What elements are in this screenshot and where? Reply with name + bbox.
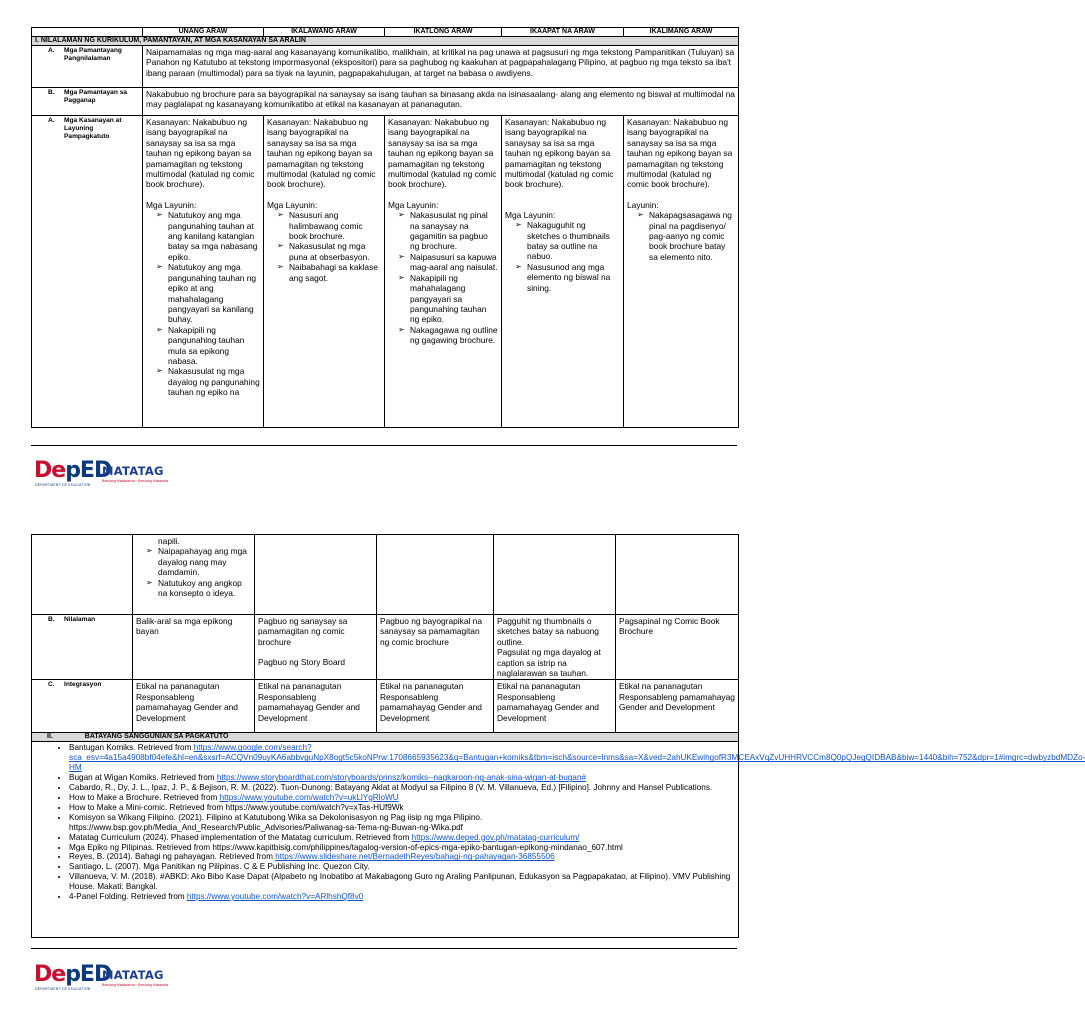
day1-skill: Kasanayan: Nakabubuo ng isang bayograpikal na sanaysay sa isa sa mga tauhan ng epikong bayan sa pamamagitan ng tekstong multimodal (katulad ng comic book brochure). [146, 117, 255, 190]
content-day3: Pagbuo ng bayograpikal na sanaysay sa pamamagitan ng comic brochure [377, 615, 494, 680]
reference-text: Santiago, L. (2007). Mga Panitikan ng Pilipinas. C & E Publishing Inc. Quezon City. [69, 862, 370, 872]
header-day1: UNANG ARAW [143, 28, 264, 37]
reference-text: Matatag Curriculum (2024). Phased implementation of the Matatag curriculum. Retrieved from [69, 832, 412, 842]
competencies-day4 [502, 116, 624, 428]
content-standards-letter: A. [48, 47, 55, 54]
section2-title [32, 733, 739, 742]
integration-day2: Etikal na pananagutan Responsableng pamamahayag Gender and Development [255, 680, 377, 733]
competencies-text: Mga Kasanayan at Layuning Pampagkatuto [64, 117, 122, 140]
day3-objectives-title: Mga Layunin: [388, 199, 439, 210]
integration-letter: C. [48, 681, 55, 689]
integration-text: Integrasyon [64, 681, 102, 689]
continued-day5 [616, 535, 739, 615]
reference-item [69, 803, 735, 813]
lesson-plan-table-page2 [31, 534, 1085, 938]
deped-logo-sub: DEPARTMENT OF EDUCATION [35, 483, 91, 487]
reference-text: Reyes, B. (2014). Bahagi ng pahayagan. Retrieved from [69, 852, 276, 862]
page2-footer-rule [31, 948, 737, 949]
competencies-day2 [264, 116, 385, 428]
content-day2-a: Pagbuo ng sanaysay sa pamamagitan ng comic brochure [258, 616, 348, 647]
continued-objectives [136, 546, 251, 598]
content-day4-a: Pagguhit ng thumbnails o sketches batay sa nabuong outline. [497, 616, 599, 647]
reference-text: Komisyon sa Wikang Filipino. (2021). Filipino at Katutubong Wika sa Dekolonisasyon ng Pag iisip ng mga Pilipino. https://www.bsp.gov.ph/Media_And_Research/Public_Advisories/Paliwanag-sa-Tema-ng-Buwan-ng-Wika.pdf [69, 812, 483, 832]
section1-title: I. NILALAMAN NG KURIKULUM, PAMANTAYAN, AT MGA KASANAYAN SA ARALIN [32, 37, 739, 46]
reference-item [69, 843, 735, 853]
list-item: ➢ Nasusunod ang mga elemento ng biswal na sining. [515, 262, 620, 293]
list-item: ➢ Naipapahayag ang mga dayalog nang may damdamin. [146, 546, 251, 577]
reference-item [69, 872, 735, 892]
reference-item [69, 892, 735, 902]
content-text: Nilalaman [64, 616, 96, 623]
matatag-logo [102, 962, 169, 992]
deped-logo [34, 962, 112, 992]
row-integration [32, 680, 739, 733]
header-day5: IKALIMANG ARAW [624, 28, 739, 37]
day4-objectives-title: Mga Layunin: [505, 209, 556, 220]
reference-link[interactable]: https://www.google.com/search?sca_esv=4a15a4908bf04efe&hl=en&sxsrf=ACQVn09uyKA6abbvguNpX8ogt5c5koNPrw:1708665935623&q=Bantugan+komiks&tbm=isch&source=lnms&sa=X&ved=2ahUKEwihgofR3MCEAxVqZvUHHRVCCm8Q0pQJegQIDBAB&biw=1440&bih=752&dpr=1#imgrc=dwbyzbdMDZo-HM [69, 743, 1085, 773]
footer-logo-2 [34, 962, 169, 992]
list-item: ➢ Natutukoy ang mga pangunahing tauhan ng epiko at ang mahahalagang pangyayari sa kanilang buhay. [156, 262, 260, 324]
performance-standards-letter: B. [48, 89, 55, 96]
header-day4: IKAAPAT NA ARAW [502, 28, 624, 37]
integration-label [32, 680, 133, 733]
content-standards-label [32, 46, 143, 88]
list-item: ➢ Nakapagsasagawa ng pinal na pagdisenyo/ pag-aanyo ng comic book brochure batay sa elemento nito. [637, 210, 735, 262]
reference-text: Bantugan Komiks. Retrieved from [69, 743, 194, 753]
page1-footer-rule [31, 445, 737, 446]
competencies-label [32, 116, 143, 428]
row-content [32, 615, 739, 680]
day5-objectives-title: Layunin: [627, 199, 659, 210]
content-day2-b: Pagbuo ng Story Board [258, 657, 346, 668]
list-item: ➢ Nakapipili ng pangunahing tauhan mula sa epikong nabasa. [156, 325, 260, 367]
section2-title-text: BATAYANG SANGGUNIAN SA PAGKATUTO [84, 733, 229, 741]
day1-objectives [146, 210, 260, 397]
deped-logo-ped: pED [65, 962, 112, 987]
reference-link[interactable]: https://www.youtube.com/watch?v=ukLlYgRloWU [219, 792, 399, 802]
content-day4-b: Pagsulat ng mga dayalog at caption sa istrip na naglalarawan sa tauhan. [497, 647, 601, 679]
competencies-day3 [385, 116, 502, 428]
reference-item [69, 862, 735, 872]
list-item: ➢ Nakagagawa ng outline ng gagawing brochure. [398, 325, 498, 346]
reference-text: How to Make a Brochure. Retrieved from [69, 792, 220, 802]
day1-objectives-title: Mga Layunin: [146, 199, 197, 210]
row-performance-standards [32, 88, 739, 116]
integration-day3: Etikal na pananagutan Responsableng pamamahayag Gender and Development [377, 680, 494, 733]
reference-text: 4-Panel Folding. Retrieved from [69, 892, 187, 902]
reference-item [69, 813, 735, 833]
content-letter: B. [48, 616, 55, 623]
continued-tail: napili. [158, 536, 180, 546]
reference-link[interactable]: https://www.deped.gov.ph/matatag-curriculum/ [411, 832, 580, 842]
reference-item [69, 773, 735, 783]
day2-skill: Kasanayan: Nakabubuo ng isang bayograpikal na sanaysay sa isa sa mga tauhan ng epikong bayan sa pamamagitan ng tekstong multimodal (katulad ng comic book brochure). [267, 117, 376, 190]
row-content-standards [32, 46, 739, 88]
content-label [32, 615, 133, 680]
competencies-letter: A. [48, 117, 55, 124]
section1-row [32, 37, 739, 46]
deped-logo [34, 458, 112, 488]
list-item: ➢ Naipasusuri sa kapuwa mag-aaral ang naisulat. [398, 252, 498, 273]
deped-logo-de: De [34, 458, 66, 483]
reference-item [69, 743, 1085, 773]
reference-text: How to Make a Mini-comic. Retrieved from https://www.youtube.com/watch?v=xTas-HUf9Wk [69, 802, 404, 812]
matatag-logo-sub: Bansang Makabansa · Bansang Makabata [102, 983, 169, 987]
row-competencies-continued [32, 535, 739, 615]
day4-objectives [505, 220, 620, 293]
matatag-logo [102, 458, 169, 488]
header-row [32, 28, 739, 37]
list-item: ➢ Natutukoy ang angkop na konsepto o ideya. [146, 578, 251, 599]
references-cell [32, 742, 1085, 938]
content-standards-text: Mga Pamantayang Pangnilalaman [64, 47, 122, 62]
reference-link[interactable]: https://www.slideshare.net/BernadethReyes/bahagi-ng-pahayagan-36855506 [275, 852, 555, 862]
continued-day3 [377, 535, 494, 615]
content-day2 [255, 615, 377, 680]
reference-link[interactable]: https://www.youtube.com/watch?v=ARlhshQf8v0 [186, 892, 364, 902]
performance-standards-label [32, 88, 143, 116]
day5-skill: Kasanayan: Nakabubuo ng isang bayograpikal na sanaysay sa isa sa mga tauhan ng epikong bayan sa pamamagitan ng tekstong multimodal (katulad ng comic book brochure). [627, 117, 733, 190]
reference-text: Villanueva, V. M. (2018). #ABKD: Ako Bibo Kase Dapat (Alpabeto ng Inobatibo at Makabagong Guro ng Araling Panlipunan, Edukasyon sa Pagpapakatao, at Filipino). VMV Publishing House. Makati: Bangkal. [69, 872, 731, 892]
list-item: ➢ Natutukoy ang mga pangunahing tauhan at ang kanilang katangian batay sa mga nabasang epiko. [156, 210, 260, 262]
day2-objectives-title: Mga Layunin: [267, 199, 318, 210]
content-day1: Balik-aral sa mga epikong bayan [133, 615, 255, 680]
footer-logo-1 [34, 458, 169, 488]
reference-item [69, 783, 735, 793]
matatag-logo-sub: Bansang Makabansa · Bansang Makabata [102, 479, 169, 483]
reference-item [69, 793, 735, 803]
references-list [35, 743, 1085, 902]
performance-standards-text: Mga Pamantayan sa Pagganap [64, 89, 128, 104]
list-item: ➢ Nakapipili ng mahahalagang pangyayari sa pangunahing tauhan ng epiko. [398, 273, 498, 325]
performance-standards-value: Nakabubuo ng brochure para sa bayograpikal na sanaysay sa isang tauhan sa binasang akda na isinasaalang- alang ang elemento ng biswal at multimodal na may paglalapat ng kasanayang komunikatibo at etikal na kasanayan at pananagutan. [143, 88, 739, 116]
day4-skill: Kasanayan: Nakabubuo ng isang bayograpikal na sanaysay sa isa sa mga tauhan ng epikong bayan sa pamamagitan ng tekstong multimodal (katulad ng comic book brochure). [505, 117, 614, 190]
competencies-day1 [143, 116, 264, 428]
reference-text: Cabardo, R., Dy, J. L., Ipaz, J. P., & Bejison, R. M. (2022). Tuon-Dunong: Batayang Aklat at Modyul sa Filipino 8 (V. M. Villanueva, Ed.) [Filipino]. Johnny and Hansel Publications. [69, 783, 713, 793]
reference-text: Mga Epiko ng Pilipinas. Retrieved from https://www.kapitbisig.com/philippines/tagalog-version-of-epics-mga-epiko-bantugan-epikong-mindanao_607.html [69, 842, 623, 852]
list-item: ➢ Nakaguguhit ng sketches o thumbnails batay sa outline na nabuo. [515, 220, 620, 262]
content-standards-value: Naipamamalas ng mga mag-aaral ang kasanayang komunikatibo, malikhain, at kritikal na pag unawa at pagsusuri ng mga tekstong Pampanitikan (Tuluyan) sa Panahon ng Katutubo at tekstong impormasyonal (ekspositori) para sa paghubog ng kaakuhan at pagpapahalagang Pilipino, at pagbuo ng mga teksto sa iba't ibang paraan (multimodal) para sa tiyak na layunin, pagpapakahulugan, at target na babasa o awdiyens. [143, 46, 739, 88]
section2-number: II. [47, 733, 53, 741]
integration-day4: Etikal na pananagutan Responsableng pamamahayag Gender and Development [494, 680, 616, 733]
matatag-logo-text: MATATAG [102, 464, 164, 478]
day3-skill: Kasanayan: Nakabubuo ng isang bayograpikal na sanaysay sa isa sa mga tauhan ng epikong bayan sa pamamagitan ng tekstong multimodal (katulad ng comic book brochure). [388, 117, 497, 190]
list-item: ➢ Nakasusulat ng mga puna at obserbasyon. [277, 241, 381, 262]
reference-link[interactable]: https://www.storyboardthat.com/storyboards/prinsz/komiks--nagkaroon-ng-anak-sina-wigan-at-bugan# [216, 773, 586, 783]
content-day5: Pagsapinal ng Comic Book Brochure [616, 615, 739, 680]
competencies-day5 [624, 116, 739, 428]
day3-objectives [388, 210, 498, 345]
continued-day2 [255, 535, 377, 615]
deped-logo-sub: DEPARTMENT OF EDUCATION [35, 987, 91, 991]
continued-day1 [133, 535, 255, 615]
matatag-logo-text: MATATAG [102, 968, 164, 982]
list-item: ➢ Nasusuri ang halimbawang comic book brochure. [277, 210, 381, 241]
section2-row [32, 733, 739, 742]
deped-logo-de: De [34, 962, 66, 987]
content-day4 [494, 615, 616, 680]
reference-item [69, 852, 735, 862]
list-item: ➢ Nakasusulat ng mga dayalog ng pangunahing tauhan ng epiko na [156, 366, 260, 397]
day2-objectives [267, 210, 381, 283]
lesson-plan-table-page1 [31, 27, 739, 428]
continued-day4 [494, 535, 616, 615]
list-item: ➢ Nakasusulat ng pinal na sanaysay na gagamitin sa pagbuo ng brochure. [398, 210, 498, 252]
list-item: ➢ Naibabahagi sa kaklase ang sagot. [277, 262, 381, 283]
header-day2: IKALAWANG ARAW [264, 28, 385, 37]
integration-day1: Etikal na pananagutan Responsableng pamamahayag Gender and Development [133, 680, 255, 733]
row-competencies [32, 116, 739, 428]
day5-objectives [627, 210, 735, 262]
deped-logo-ped: pED [65, 458, 112, 483]
reference-item [69, 833, 735, 843]
header-blank [32, 28, 143, 37]
row-references [32, 742, 739, 938]
continued-label-blank [32, 535, 133, 615]
reference-text: Bugan at Wigan Komiks. Retrieved from [69, 773, 217, 783]
header-day3: IKATLONG ARAW [385, 28, 502, 37]
integration-day5: Etikal na pananagutan Responsableng pamamahayag Gender and Development [616, 680, 739, 733]
